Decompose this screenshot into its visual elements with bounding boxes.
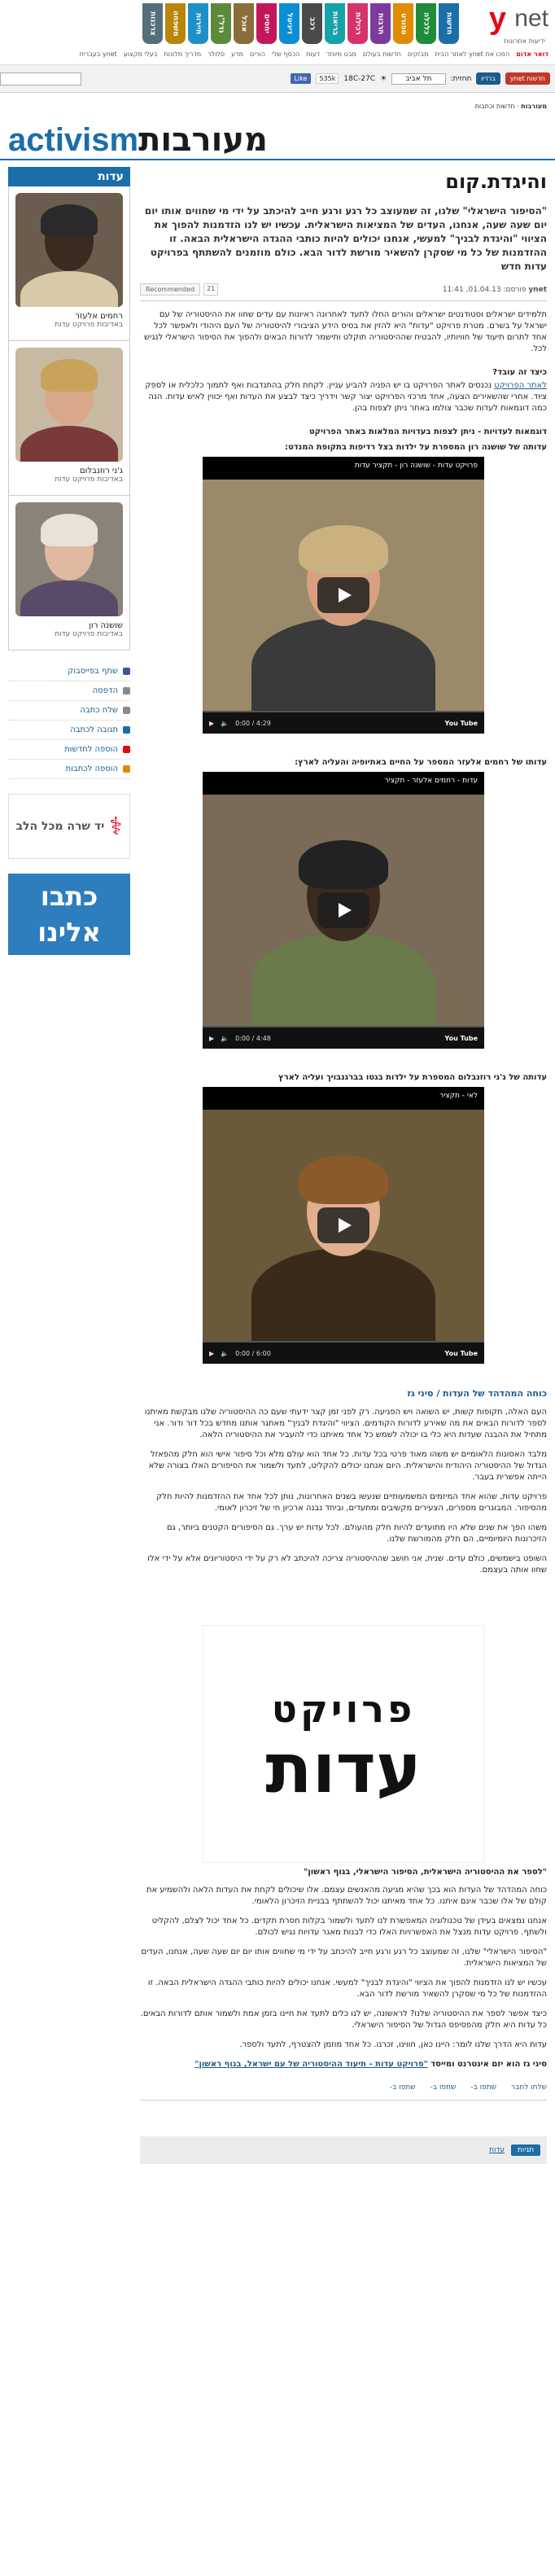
banner-hebrew: מעורבות [138, 121, 268, 159]
recommend-count: 21 [203, 283, 218, 296]
section-tab[interactable]: משפחה [165, 3, 186, 44]
paragraph-4: מלבד האסונות הלאומיים יש משהו מאוד פרטי בכל עדות. כל אחד הוא עולם מלא וכל סיפור אישי הוא חלק מהפאזל הגדול של ההיסטוריה היהודית והישראלית. היום אנחנו יכולים להקליט, לתעד ולשמור את הסיפורים האלו בצורה שלא הייתה אפשרית בעבר. [148, 1450, 547, 1482]
share-icon [123, 707, 130, 714]
tags-bar [140, 2136, 547, 2164]
breadcrumb [0, 93, 555, 113]
subnav-link[interactable]: בעלי מקצוע [123, 50, 158, 58]
paragraph-3: העם האלה, תקופות קשות, יש השואה ויש הפגיעה. רק לפני זמן קצר ידעתי שעם כה ההיסטוריה שלנו מבקשת מאיתנו לספר לדורות הבאים את מה שאירע לדורות הקודמים. הציווי "והיגדת לבניך" מאתגר אותנו מחדש בכל דור ודור. אני מתחיל את ההבנה שעדות היא כלי בו יכולה לשמש כל אחד מאיתנו כדי להעביר את ההיסטוריה הלאה. [144, 1408, 547, 1439]
subnav-link[interactable]: מדע [231, 50, 243, 58]
subnav-link[interactable]: ynet בעברית [79, 50, 117, 58]
share-item[interactable] [8, 701, 130, 721]
section-tab[interactable]: נדל"ן [211, 3, 231, 44]
share-list [8, 662, 130, 779]
section-tab[interactable]: תיירות [188, 3, 208, 44]
author-bio [140, 2059, 547, 2070]
ynet-logo[interactable] [467, 2, 548, 49]
video-controls [203, 1027, 484, 1049]
play-button[interactable] [317, 892, 369, 928]
subnav-link[interactable]: הפכו את ynet לאתר הבית [435, 50, 510, 58]
section-tab[interactable]: רכב [302, 3, 322, 44]
sidebar [8, 167, 130, 2164]
project-site-link[interactable]: לאתר הפרויקט [494, 381, 547, 390]
article-meta [140, 283, 547, 301]
subnav-link[interactable]: מבט מיוחד [326, 50, 356, 58]
section-tab[interactable]: דיגיטל [279, 3, 299, 44]
witness-photo [15, 502, 123, 616]
video-title: פרויקט עדות - שושנה רון - תקציר עדות [354, 462, 478, 470]
frame-shirt [251, 618, 435, 711]
share-item[interactable] [8, 662, 130, 681]
video-caption: עדותה של ג'ני רוזנבלום המספרת על ילדות בגטו בברגנבויך ועליה לארץ [278, 1073, 547, 1082]
weather-icon: ☀ [380, 74, 387, 83]
breadcrumb-sub[interactable]: חדשות וכתבות [474, 103, 515, 110]
video-caption: עדותו של רחמים אלעזר המספר על החיים באתיופיה והעליה לארץ: [295, 758, 547, 767]
section-tab[interactable]: חדשות [439, 3, 459, 44]
paragraph-12: כיצד אפשר לספר את ההיסטוריה שלנו? לראשונה, יש לנו כלים לתעד את חיינו בזמן אמת ולשמור אותם לדורות הבאים. כל עדות היא חלק מהפסיפס הגדול של הסיפור הישראלי. [140, 2009, 547, 2030]
subnav-highlight[interactable]: דואר אדום [516, 50, 548, 58]
youtube-icon[interactable]: You Tube [444, 1034, 478, 1042]
photo-body [20, 580, 118, 616]
subnav-link[interactable]: מדריך מלונות [164, 50, 202, 58]
video-title: עדות - רחמים אלעזר - תקציר [384, 777, 478, 785]
tag-link[interactable]: עדות [489, 2146, 505, 2154]
video-controls [203, 1343, 484, 1364]
share-item[interactable] [8, 740, 130, 760]
promo-yad-sarah[interactable] [8, 794, 130, 859]
video-player[interactable] [203, 1087, 484, 1364]
utility-toolbar [0, 65, 555, 93]
project-logo-image [203, 1625, 484, 1863]
section-tab[interactable]: כלכלה [416, 3, 436, 44]
section-tab[interactable]: בריאות [325, 3, 345, 44]
witness-card[interactable] [8, 496, 130, 651]
temperature: 18C-27C [343, 74, 376, 83]
share-label: שתף בפייסבוק [68, 667, 118, 676]
image-caption: "לספר את ההיסטוריה הישראלית, הסיפור הישראלי, בגוף ראשון" [304, 1868, 547, 1877]
publish-date: 01.04.13 [468, 285, 501, 294]
video-time: 0:00 / 6:00 [235, 1349, 271, 1357]
recommend-widget [140, 283, 218, 296]
section-tab[interactable]: ספורט [393, 3, 413, 44]
subnav-link[interactable]: מבזקים [407, 50, 429, 58]
paragraph-10: "הסיפור הישראלי" שלנו, זה שמעוצב כל רגע ורגע חייב להיכתב על ידי מי שחווים אותו יום יום שעה שעה, אנחנו, העדים של המציאות הישראלית. [141, 1947, 547, 1968]
subnav-link[interactable]: חדשות בעולם [362, 50, 401, 58]
video-player[interactable] [203, 457, 484, 734]
share-label: הוספה לכתבות [65, 764, 118, 773]
volume-icon[interactable]: 🔈 [221, 1349, 229, 1357]
youtube-icon[interactable]: You Tube [444, 719, 478, 727]
share-label: הדפסה [92, 686, 118, 695]
section-tab[interactable]: תרבות [370, 3, 391, 44]
video-caption: עדותה של שושנה רון המספרת על ילדות בצל רדיפות בתקופת המנדט: [285, 443, 547, 452]
author-bio-text: סיני גז הוא יזם אינטרנט ומייסד [430, 2060, 547, 2069]
frame-hair [299, 525, 388, 574]
play-button[interactable] [317, 1207, 369, 1243]
publish-time: 11:41 [442, 285, 464, 294]
breadcrumb-separator: · [517, 103, 519, 110]
play-icon[interactable]: ▶ [209, 1034, 215, 1042]
youtube-icon[interactable]: You Tube [444, 1349, 478, 1357]
video-list [140, 443, 547, 1364]
yad-sarah-icon: ⚕ [109, 812, 123, 841]
video-title: לאי - תקציר [439, 1092, 478, 1100]
subnav-link[interactable]: סלולר [208, 50, 225, 58]
bottom-share-link[interactable]: שתפו ב- [430, 2083, 457, 2092]
logo-net: net [514, 5, 548, 32]
share-icon [123, 765, 130, 773]
witness-card[interactable] [8, 186, 130, 341]
bottom-share-link[interactable]: שתפו ב- [389, 2083, 416, 2092]
witness-credit: באדיבות פרויקט עדות [55, 475, 123, 484]
city-select[interactable]: תל אביב [391, 73, 445, 85]
video-time: 0:00 / 4:48 [235, 1034, 271, 1042]
witness-name: שושנה רון [89, 621, 123, 630]
article-lede: "הסיפור הישראלי" שלנו, זה שמעוצב כל רגע ורגע חייב להיכתב על ידי מי שחווים אותו יום יום שעה שעה, אנחנו, העדים של המציאות הישראלית. עכשיו יש לנו הזדמנות להפוך את הציווי "והיגדת לבניך" למעשי, אנחנו יכולים להיות כותבי ההגדה הישראלית הבאה. זו ההזדמנות של כל מי שסקרן להשאיר מורשת לדור הבא. כולם מוזמנים להשתתף בפרויקט עדות חדש [144, 205, 547, 272]
subnav-link[interactable]: הכסף שלי [271, 50, 300, 58]
search-input[interactable] [0, 72, 81, 85]
article-title: והיגדת.קום [445, 170, 547, 193]
promo-yad-sarah-text: יד שרה מכל הלב [15, 820, 105, 833]
section-tab[interactable]: רכילות [347, 3, 368, 44]
section-banner [0, 113, 555, 160]
paragraph-2 [140, 380, 547, 414]
photo-hair [41, 359, 98, 392]
logo-tagline: ידיעות אחרונות [504, 37, 545, 45]
witness-photo [15, 348, 123, 462]
subnav-link[interactable]: הורים [249, 50, 265, 58]
logo-art-line2: עדות [265, 1728, 422, 1808]
radio-button[interactable]: ברדיו [476, 72, 500, 85]
frame-shirt [251, 933, 435, 1026]
paragraph-2-text: נכנסים לאתר הפרויקט בו יש הפניה להביע עניין. לקחת חלק בהתנדבות ואף לתמוך כלכלית או לספק ציוד. אחרי שהשאירים הצעה, אחד מרכזי הפרויקט יצור קשר וידריך כיצד לבצע את העדות ואף יכווין לאיש עדות. הנה כמה דוגמאות לעדות שכבר צולמו באתר ניתן לצפות בהן. [145, 381, 547, 413]
share-label: שלח כתבה [80, 706, 118, 715]
bottom-share-bar [140, 2083, 547, 2101]
facebook-like-button[interactable]: Like [291, 73, 312, 84]
section-tab[interactable]: יחסים [256, 3, 277, 44]
logo-art-line1: פרויקט [271, 1687, 416, 1731]
share-icon [123, 687, 130, 694]
sub-navigation [80, 50, 548, 58]
subnav-link[interactable]: דעות [306, 50, 321, 58]
play-icon[interactable]: ▶ [209, 719, 215, 727]
news-button[interactable]: חדשות ynet [505, 72, 550, 85]
frame-hair [299, 1155, 388, 1204]
witness-card[interactable] [8, 341, 130, 496]
recommend-button[interactable]: Recommended [140, 283, 200, 296]
like-count: 535k [316, 73, 339, 84]
section-tabs [142, 3, 459, 44]
paragraph-13: עדות היא הדרך שלנו לומר: היינו כאן, חווינו, זכרנו. כל אחד מוזמן להצטרף, לתעד ולספר. [239, 2040, 547, 2049]
witness-name: רחמים אלעזר [75, 312, 123, 321]
bottom-share-link[interactable]: שלחו לחבר [511, 2083, 547, 2092]
how-it-works-heading: כיצד זה עובד? [492, 368, 547, 377]
video-controls [203, 712, 484, 734]
paragraph-6: משהו הפך את שנים שלא היו מתועדים להיות חלק מהעולם. לכל עדות יש ערך. גם הסיפורים הקטנים ביותר, גם הזיכרונות היומיומיים, הם חלק מהמורשת שלנו. [166, 1523, 547, 1544]
photo-body [20, 271, 118, 307]
video-time: 0:00 / 4:29 [235, 719, 271, 727]
logo-y: y [488, 2, 506, 36]
examples-heading: דוגמאות לעדויות - ניתן לצפות בעדויות המלאות באתר הפרויקט [308, 427, 547, 436]
witness-photo [15, 193, 123, 307]
tags-label: תגיות [511, 2144, 540, 2156]
photo-hair [41, 204, 98, 237]
volume-icon[interactable]: 🔈 [221, 1034, 229, 1042]
section-tab[interactable]: צרכנות [142, 3, 163, 44]
frame-shirt [251, 1248, 435, 1341]
article [140, 167, 547, 2164]
paragraph-5: פרויקט עדות, שהוא אחד המיזמים המשמעותיים שנעשו בשנים האחרונות, נותן לכל אחד את ההזדמנות להיות חלק מהסיפור. המבוגרים מספרים, הצעירים מקשיבים ומתעדים, וביחד נבנה ארכיון חי של זיכרון לאומי. [156, 1492, 547, 1513]
promo-write-to-us[interactable]: כתבו אלינו [8, 874, 130, 955]
banner-english: activism [8, 122, 139, 158]
section-tab[interactable]: אוכל [234, 3, 254, 44]
share-item[interactable] [8, 681, 130, 701]
author: ynet [528, 285, 547, 294]
play-icon[interactable]: ▶ [209, 1349, 215, 1357]
photo-body [20, 426, 118, 462]
byline: ynet פורסם: 01.04.13, 11:41 [442, 285, 547, 294]
paragraph-9: אנחנו נמצאים בעידן של טכנולוגיה המאפשרת לנו לתעד ולשמור בקלות חסרת תקדים. כל אחד יכול לצלם, להקליט ולשתף. פרויקט עדות מנצל את האפשרויות האלו כדי לבנות מאגר עדויות נגיש לכולם. [151, 1917, 547, 1937]
paragraph-7: השופט בישמשים, כולם עדים. שנית, אני חושב שההיסטוריה צריכה להיכתב לא רק על ידי היסטוריונים אלא על ידי אלו שחוו אותה בעצמם. [147, 1554, 547, 1575]
share-icon [123, 746, 130, 753]
play-button[interactable] [317, 577, 369, 613]
share-icon [123, 668, 130, 675]
share-item[interactable] [8, 721, 130, 740]
volume-icon[interactable]: 🔈 [221, 719, 229, 727]
sidebar-heading: עדות [8, 167, 130, 186]
paragraph-8: כוחה המהדהד של העדות הוא בכך שהיא מגיעה מהאנשים עצמם. אלו שיכולים לקחת את העדות הלאה ולהשמיע את קולם של אלו שכבר אינם איתנו. כל אחד מאיתנו יכול להשתתף בבניית הזיכרון הלאומי. [146, 1886, 547, 1906]
share-item[interactable] [8, 760, 130, 779]
published-label: פורסם: [503, 285, 527, 294]
video-player[interactable] [203, 772, 484, 1049]
frame-hair [299, 840, 388, 889]
breadcrumb-section[interactable]: מעורבות [521, 103, 547, 110]
bottom-share-link[interactable]: שתפו ב- [470, 2083, 497, 2092]
weather-label: תחזית: [450, 74, 472, 83]
share-label: הוספה לחדשות [64, 745, 118, 754]
paragraph-1: תלמידים ישראלים וסטודנטים ישראלים והורים החלו לתעד לאחרונה ראיונות עם עדים שחוו את ההיסטוריה של עם ישראל על בשרם. מטרת פרויקט "עדות" היא להזין את בסיס הידע הציבורי להיסטוריה של העם היהודי ולאפשר לכל אחד לתרום תיעוד של חוויותיו, להבטיח שההיסטוריה תוקלט ותישמר לדורות הבאים ולהפוך את הסיפור הישראלי לנגיש לכל. [144, 310, 547, 353]
share-label: תגובה לכתבה [70, 725, 118, 734]
share-icon [123, 726, 130, 734]
witness-credit: באדיבות פרויקט עדות [55, 630, 123, 638]
witness-credit: באדיבות פרויקט עדות [55, 321, 123, 329]
paragraph-11: עכשיו יש לנו הזדמנות להפוך את הציווי "והיגדת לבניך" למעשי. אנחנו יכולים להיות כותבי ההגדה הישראלית הבאה. זו ההזדמנות של כל מי שסקרן להשאיר מורשת לדור הבא. [147, 1978, 547, 1999]
section-heading: כוחה המהדהד של העדות / סיני גז [407, 1388, 547, 1399]
project-link[interactable]: "פרויקט עדות - תיעוד ההיסטוריה של עם ישראל, בגוף ראשון" [194, 2060, 428, 2069]
site-header [0, 0, 555, 65]
witness-name: ג'ני רוזנבלום [80, 467, 123, 475]
photo-hair [41, 514, 98, 546]
